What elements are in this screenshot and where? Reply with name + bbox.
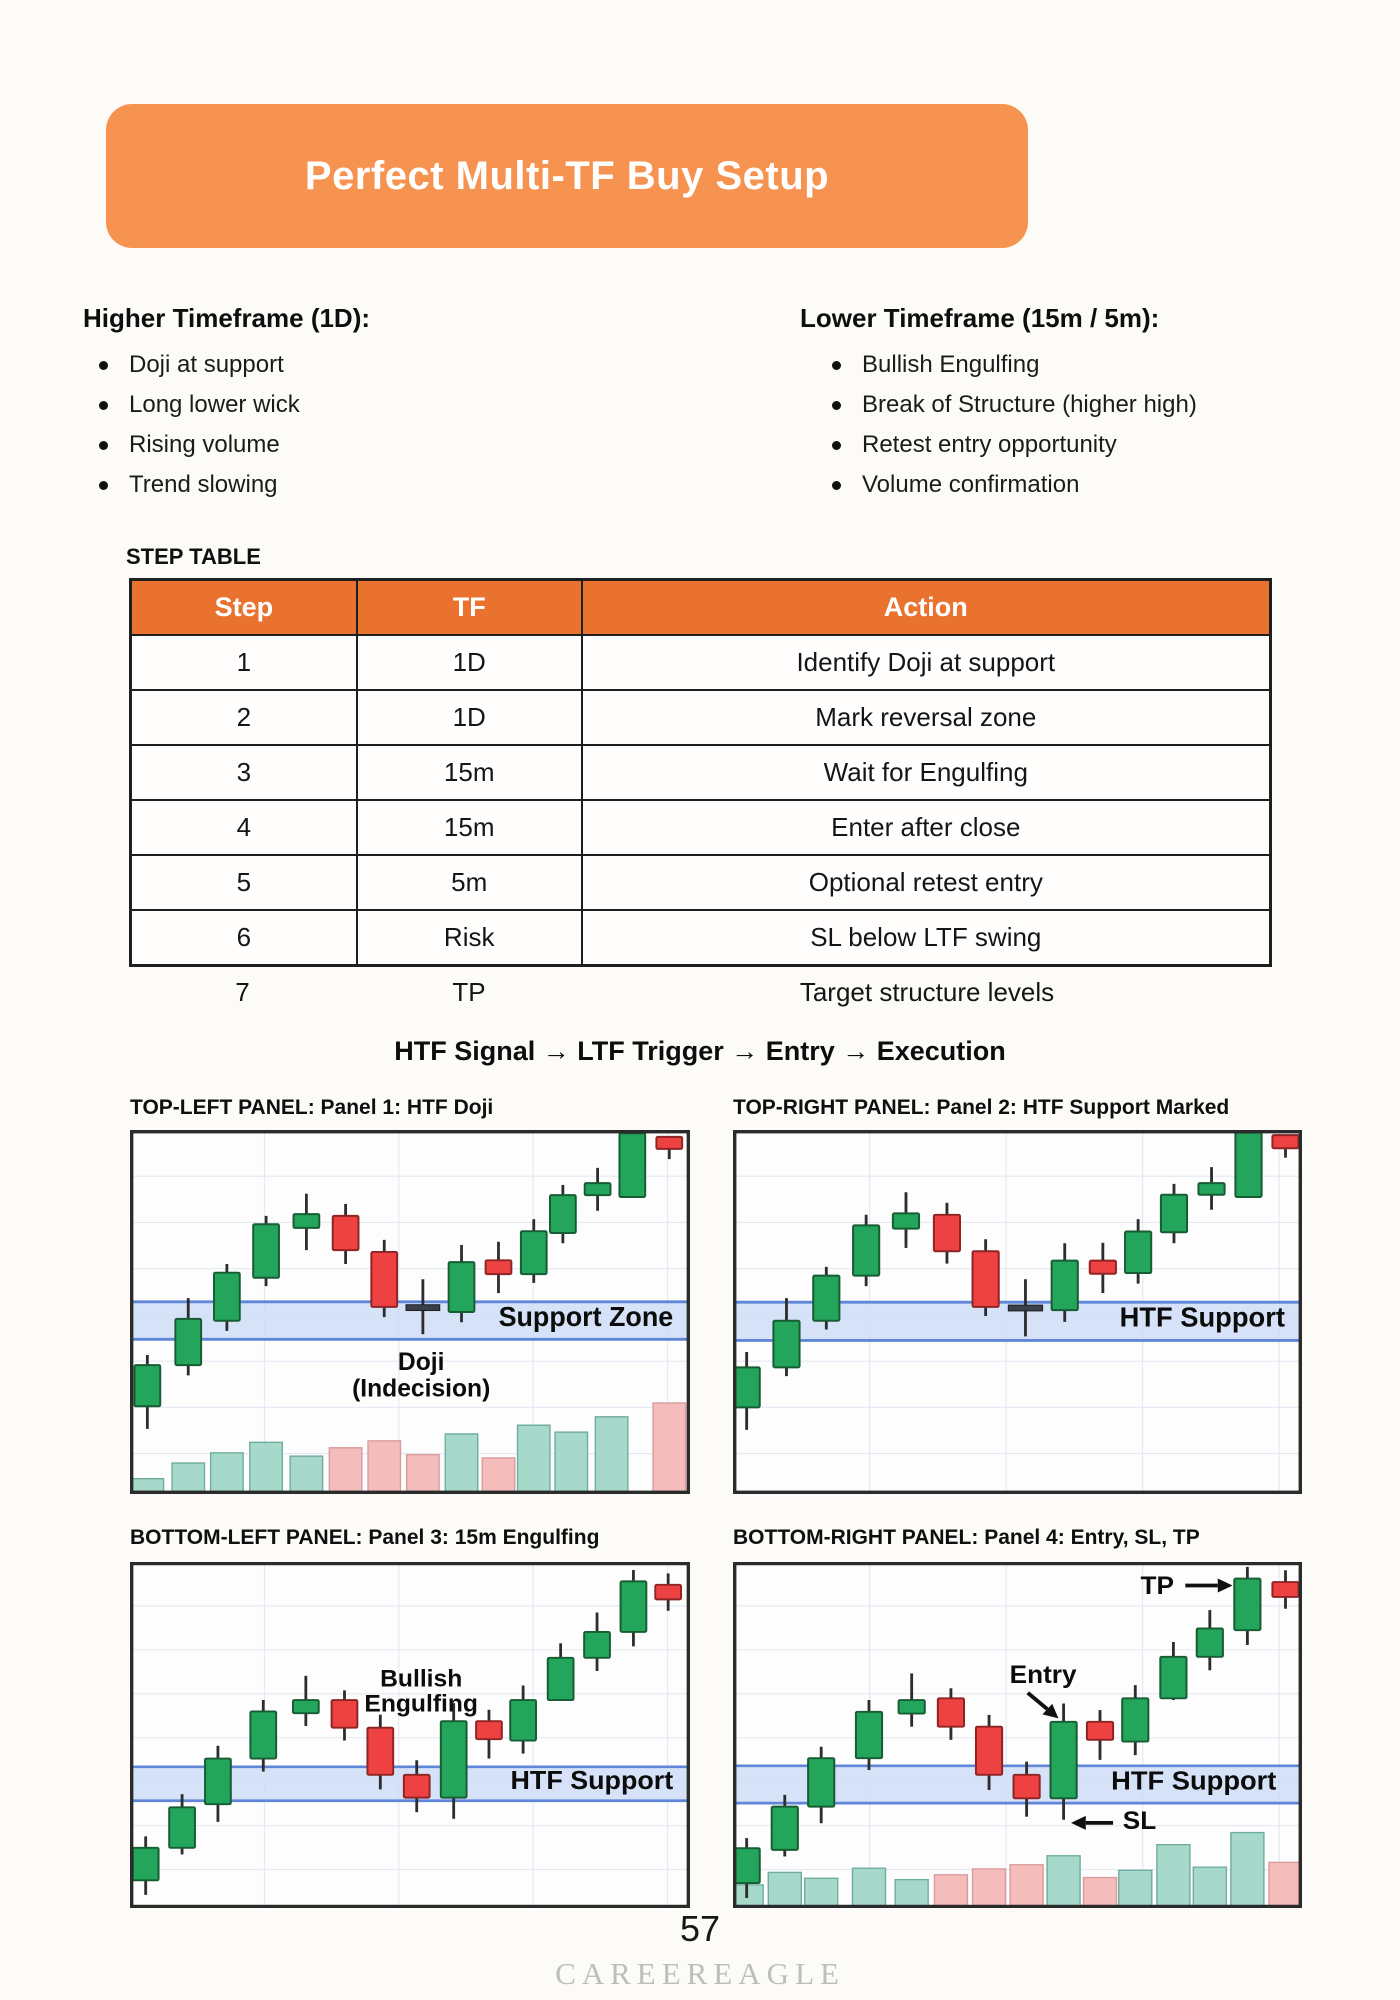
list-item-label: Doji at support	[129, 351, 284, 378]
column-header: Action	[583, 581, 1269, 634]
bearish-candle	[655, 1585, 681, 1600]
volume-bar	[172, 1463, 204, 1494]
bullish-candle	[1122, 1698, 1148, 1741]
list-item	[99, 465, 300, 505]
bearish-candle	[332, 1700, 358, 1728]
bullish-candle	[1051, 1722, 1077, 1798]
list-item	[832, 425, 1197, 465]
title-banner	[106, 104, 1028, 248]
step-table-label: STEP TABLE	[126, 544, 261, 569]
bullish-candle	[521, 1231, 547, 1274]
bearish-candle	[938, 1698, 964, 1726]
bearish-candle	[973, 1251, 999, 1307]
bullish-candle	[734, 1848, 760, 1883]
bearish-candle	[976, 1727, 1002, 1775]
table-cell: 6	[132, 909, 358, 964]
chart-annotation-label: Support Zone	[498, 1300, 674, 1332]
chart-annotation-label: TP	[1140, 1572, 1174, 1600]
table-cell: Target structure levels	[799, 976, 1055, 1007]
table-cell: SL below LTF swing	[583, 909, 1269, 964]
volume-bar	[973, 1869, 1006, 1908]
volume-bar	[1269, 1862, 1302, 1908]
chart-panel-top-left	[130, 1130, 690, 1494]
table-cell: 1D	[358, 689, 583, 744]
chart-annotation-label: Entry	[1009, 1661, 1077, 1689]
bullish-candle	[619, 1133, 645, 1197]
list-item	[832, 345, 1197, 385]
table-cell: TP	[452, 976, 486, 1007]
bullish-candle	[214, 1273, 240, 1321]
flow-sequence: HTF Signal → LTF Trigger → Entry → Execution	[394, 1036, 1006, 1066]
table-cell: Enter after close	[583, 799, 1269, 854]
volume-bar	[805, 1878, 838, 1908]
bullet-icon	[832, 481, 841, 490]
doji-candle	[1008, 1305, 1042, 1311]
bearish-candle	[1090, 1261, 1116, 1274]
list-item-label: Bullish Engulfing	[862, 351, 1040, 378]
volume-bar	[290, 1456, 322, 1494]
table-cell: 5m	[358, 854, 583, 909]
table-cell: 7	[235, 976, 250, 1007]
table-row	[132, 744, 1269, 799]
list-item-label: Break of Structure (higher high)	[862, 391, 1197, 418]
bullet-icon	[99, 441, 108, 450]
bullish-candle	[1234, 1579, 1260, 1631]
table-row	[132, 799, 1269, 854]
volume-bar	[250, 1442, 282, 1494]
table-cell: 5	[132, 854, 358, 909]
volume-bar	[852, 1868, 885, 1908]
table-cell: Identify Doji at support	[583, 634, 1269, 689]
list-item	[832, 385, 1197, 425]
bullet-icon	[99, 481, 108, 490]
step-table-header-row	[132, 581, 1269, 634]
lower-timeframe-heading: Lower Timeframe (15m / 5m):	[800, 303, 1160, 333]
candlestick-chart	[733, 1562, 1302, 1908]
bullish-candle	[134, 1365, 160, 1406]
list-item	[99, 385, 300, 425]
chart-panel-bottom-right	[733, 1562, 1302, 1908]
bullish-candle	[510, 1700, 536, 1740]
bullish-candle	[253, 1224, 279, 1278]
list-item-label: Rising volume	[129, 431, 280, 458]
volume-bar	[211, 1453, 243, 1494]
bullish-candle	[856, 1712, 882, 1758]
bullish-candle	[175, 1319, 201, 1365]
volume-bar	[1047, 1856, 1080, 1908]
bearish-candle	[656, 1137, 682, 1149]
bullish-candle	[585, 1183, 611, 1195]
table-cell: Mark reversal zone	[583, 689, 1269, 744]
bullish-candle	[250, 1711, 276, 1758]
table-row	[132, 854, 1269, 909]
table-cell: 1	[132, 634, 358, 689]
bullish-candle	[1161, 1195, 1187, 1232]
list-item-label: Retest entry opportunity	[862, 431, 1117, 458]
bullish-candle	[808, 1758, 834, 1806]
bullish-candle	[1235, 1133, 1261, 1197]
volume-bar	[934, 1875, 967, 1908]
candlestick-chart	[130, 1562, 690, 1908]
panel-title-top-right: TOP-RIGHT PANEL: Panel 2: HTF Support Marked	[733, 1096, 1230, 1119]
bearish-candle	[1272, 1135, 1298, 1148]
bearish-candle	[486, 1260, 512, 1274]
bearish-candle	[333, 1216, 359, 1250]
panel-title-top-left: TOP-LEFT PANEL: Panel 1: HTF Doji	[130, 1096, 494, 1119]
list-item-label: Trend slowing	[129, 471, 278, 498]
bullish-candle	[1197, 1628, 1223, 1656]
bullish-candle	[449, 1262, 475, 1312]
volume-bar	[555, 1432, 587, 1494]
chart-panel-bottom-left	[130, 1562, 690, 1908]
list-item-label: Volume confirmation	[862, 471, 1080, 498]
volume-bar	[1157, 1845, 1190, 1908]
lower-timeframe-list	[832, 345, 1197, 505]
bullish-candle	[893, 1213, 919, 1228]
bullet-icon	[832, 441, 841, 450]
table-row	[132, 689, 1269, 744]
bullish-candle	[621, 1581, 647, 1632]
volume-bar	[1084, 1878, 1117, 1908]
table-cell: 1D	[358, 634, 583, 689]
panel-title-bottom-left: BOTTOM-LEFT PANEL: Panel 3: 15m Engulfing	[130, 1526, 600, 1549]
list-item	[832, 465, 1197, 505]
brand-footer: CAREEREAGLE	[555, 1956, 845, 1991]
bullet-icon	[832, 361, 841, 370]
bearish-candle	[1272, 1582, 1298, 1597]
volume-bar	[653, 1403, 685, 1494]
volume-bar	[595, 1417, 627, 1494]
page-number: 57	[679, 1908, 721, 1949]
bullish-candle	[772, 1807, 798, 1850]
bearish-candle	[1087, 1722, 1113, 1740]
bearish-candle	[476, 1721, 502, 1739]
column-header: Step	[132, 581, 358, 634]
higher-timeframe-heading: Higher Timeframe (1D):	[83, 303, 371, 333]
list-item	[99, 345, 300, 385]
volume-bar	[368, 1441, 400, 1494]
table-cell: Wait for Engulfing	[583, 744, 1269, 799]
table-cell: 15m	[358, 744, 583, 799]
page-title: Perfect Multi-TF Buy Setup	[304, 153, 830, 198]
bullish-candle	[584, 1632, 610, 1658]
bullish-candle	[548, 1658, 574, 1700]
bullish-candle	[293, 1700, 319, 1713]
bullish-candle	[899, 1700, 925, 1713]
bullet-icon	[99, 361, 108, 370]
table-row	[132, 634, 1269, 689]
volume-bar	[768, 1872, 801, 1908]
chart-annotation-label: SL	[1122, 1807, 1157, 1835]
chart-annotation-label: Bullish Engulfing	[364, 1665, 478, 1718]
table-cell: 4	[132, 799, 358, 854]
bullish-candle	[294, 1214, 320, 1228]
chart-annotation-label: Doji (Indecision)	[352, 1349, 491, 1403]
bearish-candle	[934, 1215, 960, 1251]
chart-annotation-label: HTF Support	[510, 1765, 674, 1795]
step-table-body	[132, 634, 1269, 964]
table-cell: Risk	[358, 909, 583, 964]
step-table-footer-row	[129, 966, 1272, 1018]
candlestick-chart	[130, 1130, 690, 1494]
table-row	[132, 909, 1269, 964]
volume-bar	[329, 1448, 361, 1494]
higher-timeframe-list	[99, 345, 300, 505]
list-item-label: Long lower wick	[129, 391, 300, 418]
bullish-candle	[734, 1367, 760, 1407]
step-table	[129, 578, 1272, 967]
bullish-candle	[169, 1807, 195, 1847]
bullish-candle	[1160, 1657, 1186, 1699]
volume-bar	[518, 1425, 550, 1494]
bullish-candle	[1198, 1183, 1224, 1195]
table-cell: Optional retest entry	[583, 854, 1269, 909]
bullish-candle	[441, 1721, 467, 1797]
doji-candle	[406, 1305, 440, 1311]
bullish-candle	[853, 1225, 879, 1275]
bearish-candle	[367, 1728, 393, 1775]
volume-bar	[407, 1455, 439, 1494]
volume-bar	[445, 1434, 477, 1494]
bullish-candle	[773, 1321, 799, 1368]
bullish-candle	[1125, 1232, 1151, 1273]
table-cell: 15m	[358, 799, 583, 854]
panel-title-bottom-right: BOTTOM-RIGHT PANEL: Panel 4: Entry, SL, TP	[733, 1526, 1200, 1549]
chart-panel-top-right	[733, 1130, 1302, 1494]
bullet-icon	[832, 401, 841, 410]
volume-bar	[895, 1880, 928, 1908]
volume-bar	[1231, 1833, 1264, 1908]
bearish-candle	[371, 1252, 397, 1307]
list-item	[99, 425, 300, 465]
volume-bar	[1119, 1870, 1152, 1908]
bearish-candle	[404, 1775, 430, 1798]
bullish-candle	[1052, 1261, 1078, 1311]
volume-bar	[482, 1458, 514, 1494]
candlestick-chart	[733, 1130, 1302, 1494]
bullish-candle	[133, 1848, 159, 1881]
chart-annotation-label: HTF Support	[1111, 1766, 1277, 1796]
volume-bar	[1193, 1867, 1226, 1908]
bullish-candle	[550, 1195, 576, 1233]
bearish-candle	[1014, 1775, 1040, 1799]
bullish-candle	[205, 1759, 231, 1805]
table-cell: 2	[132, 689, 358, 744]
chart-annotation-label: HTF Support	[1119, 1301, 1285, 1333]
table-cell: 3	[132, 744, 358, 799]
bullet-icon	[99, 401, 108, 410]
bullish-candle	[813, 1276, 839, 1321]
column-header: TF	[358, 581, 583, 634]
volume-bar	[1010, 1865, 1043, 1908]
